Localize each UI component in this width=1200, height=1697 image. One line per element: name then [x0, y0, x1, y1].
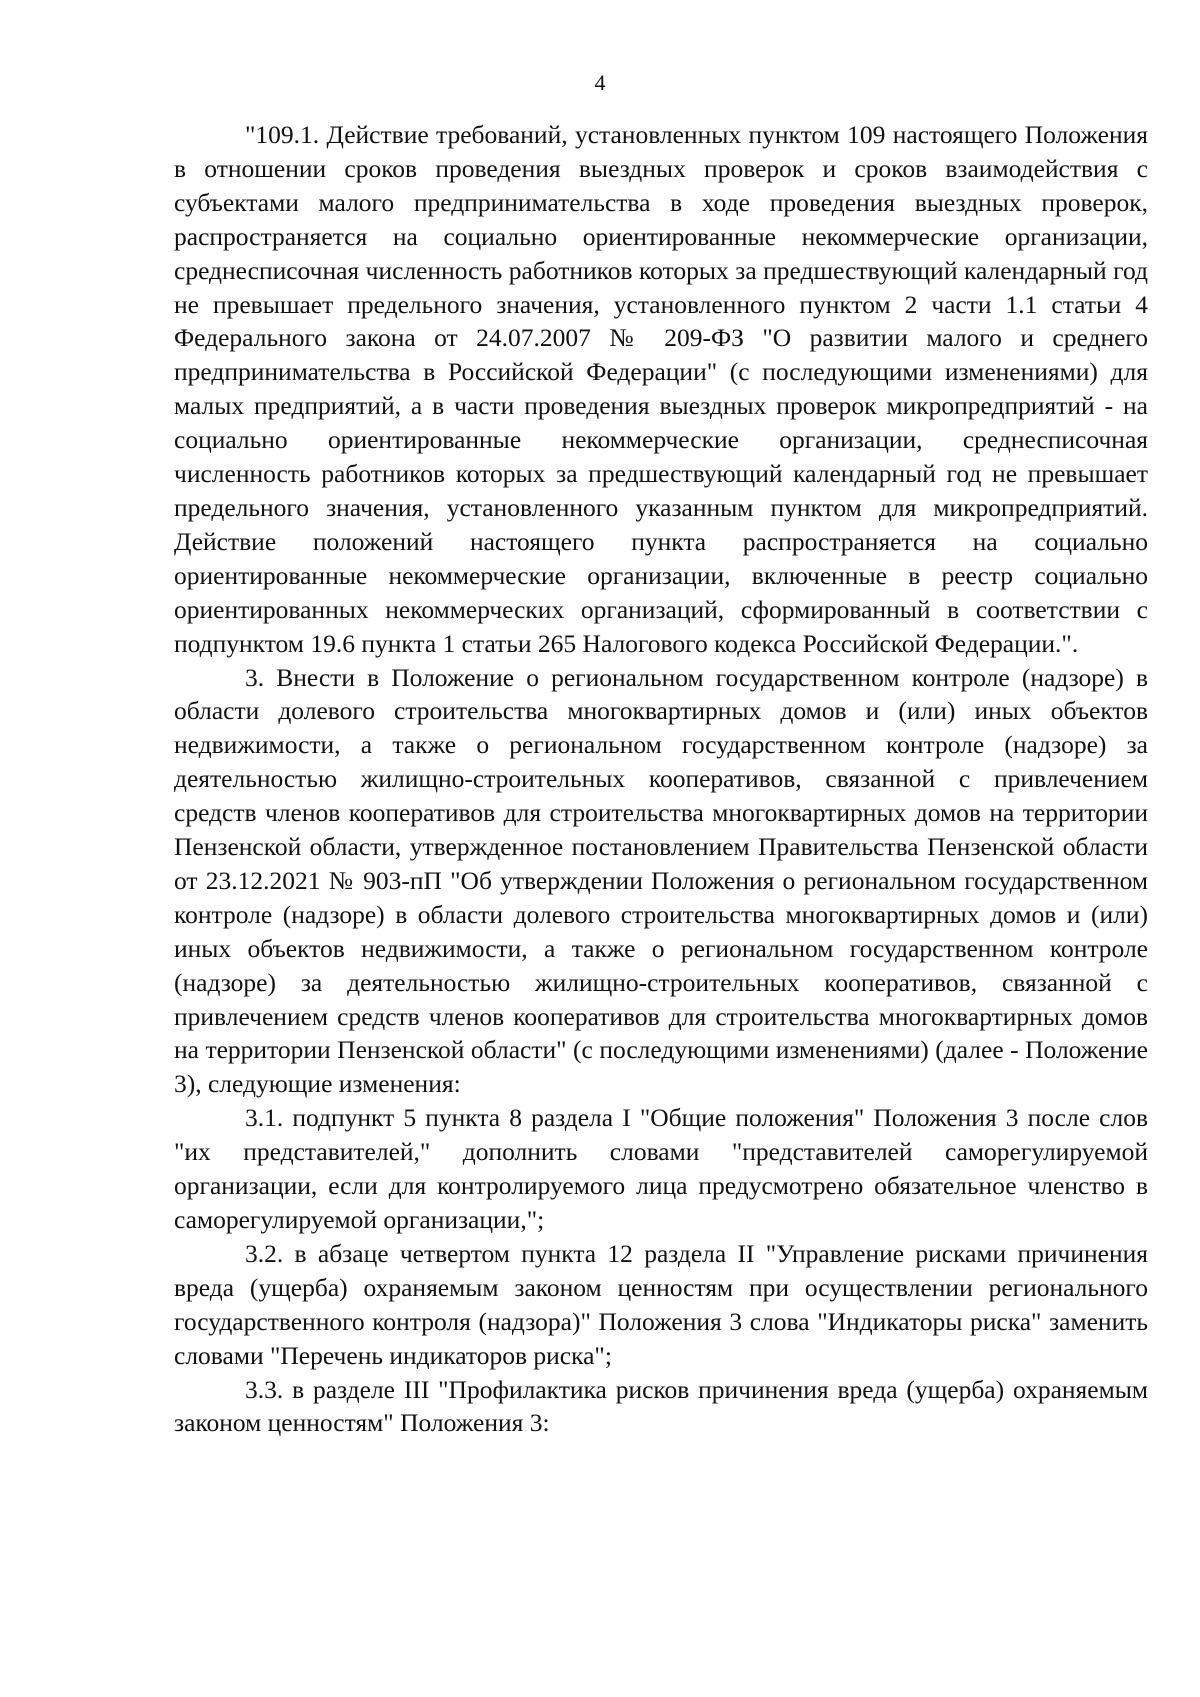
page-number: 4	[594, 70, 606, 95]
document-body	[174, 118, 1148, 1440]
paragraph-3: 3. Внести в Положение о региональном государственном контроле (надзоре) в области долевого строительства многоквартирных домов и (или) иных объектов недвижимости, а также о региональном государственном контроле (надзоре) за деятельностью жилищно-строительных кооперативов, связанной с привлечением средств членов кооперативов для строительства многоквартирных домов на территории Пензенской области, утвержденное постановлением Правительства Пензенской области от 23.12.2021 № 903-пП "Об утверждении Положения о региональном государственном контроле (надзоре) в области долевого строительства многоквартирных домов и (или) иных объектов недвижимости, а также о региональном государственном контроле (надзоре) за деятельностью жилищно-строительных кооперативов, связанной с привлечением средств членов кооперативов для строительства многоквартирных домов на территории Пензенской области" (с последующими изменениями) (далее - Положение 3), следующие изменения:	[174, 662, 1148, 1099]
paragraph-3-2: 3.2. в абзаце четвертом пункта 12 раздела II "Управление рисками причинения вреда (ущерба) охраняемым законом ценностям при осуществлении регионального государственного контроля (надзора)" Положения 3 слова "Индикаторы риска" заменить словами "Перечень индикаторов риска";	[174, 1238, 1148, 1370]
paragraph-3-1: 3.1. подпункт 5 пункта 8 раздела I "Общие положения" Положения 3 после слов "их представителей," дополнить словами "представителей саморегулируемой организации, если для контролируемого лица предусмотрено обязательное членство в саморегулируемой организации,";	[174, 1103, 1148, 1234]
paragraph-109-1: "109.1. Действие требований, установленных пунктом 109 настоящего Положения в отношении сроков проведения выездных проверок и сроков взаимодействия с субъектами малого предпринимательства в ходе проведения выездных проверок, распространяется на социально ориентированные некоммерческие организации, среднесписочная численность работников которых за предшествующий календарный год не превышает предельного значения, установленного пунктом 2 части 1.1 статьи 4 Федерального закона от 24.07.2007 № 209-ФЗ "О развитии малого и среднего предпринимательства в Российской Федерации" (с последующими изменениями) для малых предприятий, а в части проведения выездных проверок микропредприятий - на социально ориентированные некоммерческие организации, среднесписочная численность работников которых за предшествующий календарный год не превышает предельного значения, установленного указанным пунктом для микропредприятий. Действие положений настоящего пункта распространяется на социально ориентированные некоммерческие организации, включенные в реестр социально ориентированных некоммерческих организаций, сформированный в соответствии с подпунктом 19.6 пункта 1 статьи 265 Налогового кодекса Российской Федерации.".	[174, 120, 1148, 658]
paragraph-3-3: 3.3. в разделе III "Профилактика рисков причинения вреда (ущерба) охраняемым законом ценностям" Положения 3:	[174, 1374, 1148, 1438]
